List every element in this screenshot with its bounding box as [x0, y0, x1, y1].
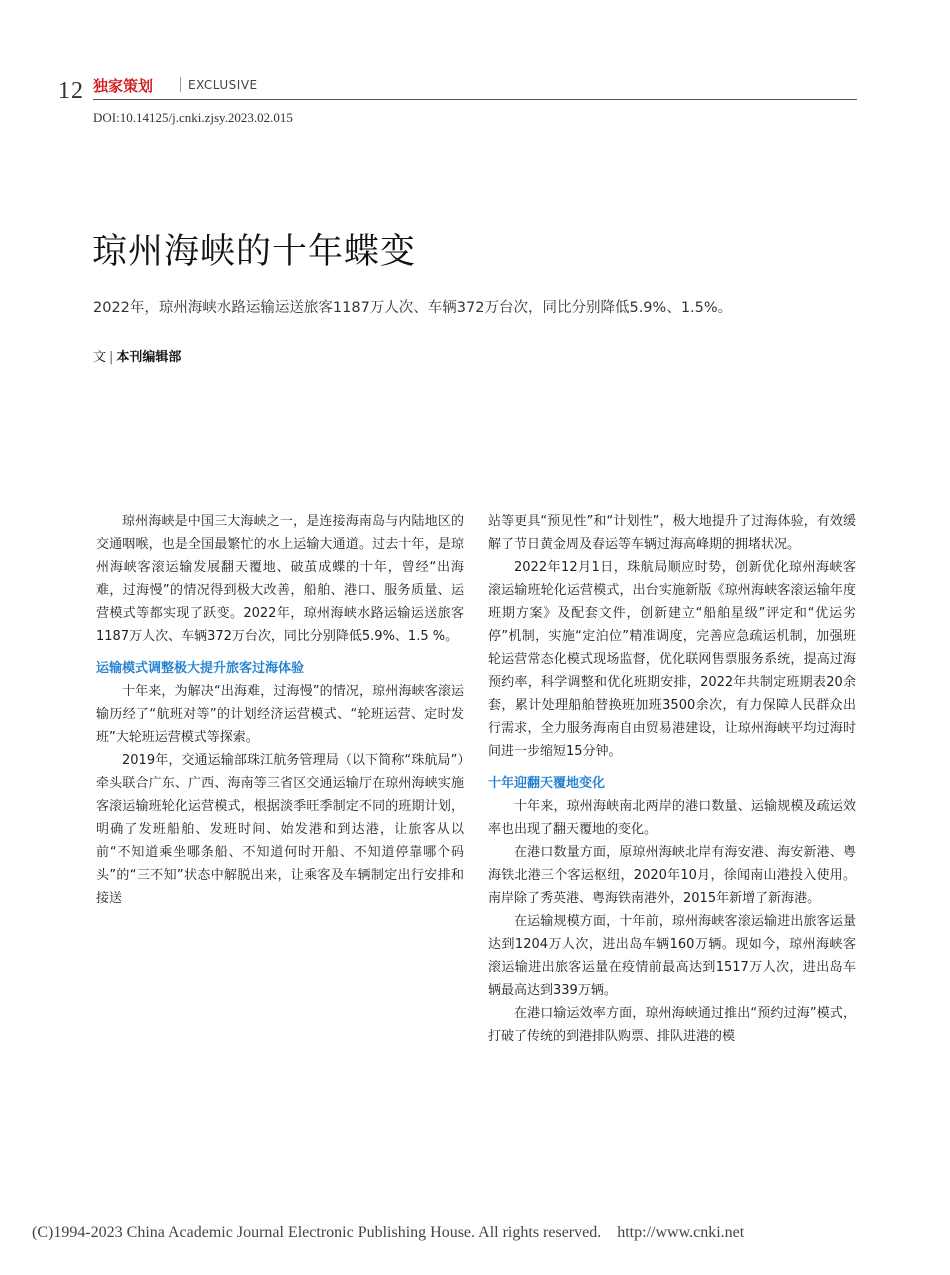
byline-prefix: 文	[93, 350, 107, 365]
article-title: 琼州海峡的十年蝶变	[92, 232, 417, 272]
article-subtitle: 2022年，琼州海峡水路运输运送旅客1187万人次、车辆372万台次，同比分别降低5.9%、1.5%。	[93, 300, 733, 316]
header-rule	[93, 99, 857, 100]
doi: DOI:10.14125/j.cnki.zjsy.2023.02.015	[93, 110, 293, 125]
right-column	[488, 510, 856, 1048]
paragraph: 在运输规模方面，十年前，琼州海峡客滚运输进出旅客运量达到1204万人次，进出岛车辆160万辆。现如今，琼州海峡客滚运输进出旅客运量在疫情前最高达到1517万人次，进出岛车辆最高达到339万辆。	[488, 914, 856, 998]
page-number: 12	[58, 78, 84, 104]
paragraph-continued: 站等更具“预见性”和“计划性”，极大地提升了过海体验，有效缓解了节日黄金周及春运等车辆过海高峰期的拥堵状况。	[488, 514, 856, 552]
paragraph: 在港口数量方面，原琼州海峡北岸有海安港、海安新港、粤海铁北港三个客运枢纽，2020年10月，徐闻南山港投入使用。南岸除了秀英港、粤海铁南港外，2015年新增了新海港。	[488, 845, 856, 906]
paragraph: 2022年12月1日，珠航局顺应时势，创新优化琼州海峡客滚运输班轮化运营模式，出台实施新版《琼州海峡客滚运输年度班期方案》及配套文件，创新建立“船舶星级”评定和“优运劣停”机制，实施“定泊位”精准调度，完善应急疏运机制，加强班轮运营常态化模式现场监督，优化联网售票服务系统，提高过海预约率，科学调整和优化班期安排，2022年共制定班期表20余套，累计处理船舶替换班加班3500余次，有力保障人民群众出行需求，全力服务海南自由贸易港建设，让琼州海峡平均过海时间进一步缩短15分钟。	[488, 560, 856, 759]
paragraph: 在港口输运效率方面，琼州海峡通过推出“预约过海”模式，打破了传统的到港排队购票、排队进港的模	[488, 1006, 856, 1044]
footer-url[interactable]: http://www.cnki.net	[617, 1224, 745, 1241]
section-heading: 运输模式调整极大提升旅客过海体验	[96, 661, 305, 676]
section-tag-english: EXCLUSIVE	[188, 78, 258, 92]
byline-separator: |	[109, 350, 114, 365]
section-divider	[180, 77, 181, 92]
paragraph: 2019年，交通运输部珠江航务管理局（以下简称“珠航局”）牵头联合广东、广西、海南等三省区交通运输厅在琼州海峡实施客滚运输班轮化运营模式，根据淡季旺季制定不同的班期计划，明确了发班船舶、发班时间、始发港和到达港，让旅客从以前“不知道乘坐哪条船、不知道何时开船、不知道停靠哪个码头”的“三不知”状态中解脱出来，让乘客及车辆制定出行安排和接送	[96, 753, 464, 906]
copyright-notice: (C)1994-2023 China Academic Journal Electronic Publishing House. All rights reserved.	[32, 1224, 602, 1241]
paragraph: 琼州海峡是中国三大海峡之一，是连接海南岛与内陆地区的交通咽喉，也是全国最繁忙的水上运输大通道。过去十年，是琼州海峡客滚运输发展翻天覆地、破茧成蝶的十年，曾经“出海难，过海慢”的情况得到极大改善，船舶、港口、服务质量、运营模式等都实现了跃变。2022年，琼州海峡水路运输运送旅客1187万人次、车辆372万台次，同比分别降低5.9%、1.5 %。	[96, 514, 464, 644]
byline	[93, 346, 181, 365]
left-column	[96, 510, 464, 910]
section-tag: 独家策划	[93, 77, 154, 95]
footer	[32, 1224, 744, 1242]
paragraph: 十年来，琼州海峡南北两岸的港口数量、运输规模及疏运效率也出现了翻天覆地的变化。	[488, 799, 856, 837]
byline-author: 本刊编辑部	[116, 350, 182, 365]
paragraph: 十年来，为解决“出海难，过海慢”的情况，琼州海峡客滚运输历经了“航班对等”的计划经济运营模式、“轮班运营、定时发班”大轮班运营模式等探索。	[96, 684, 464, 745]
section-heading: 十年迎翻天覆地变化	[488, 776, 606, 791]
